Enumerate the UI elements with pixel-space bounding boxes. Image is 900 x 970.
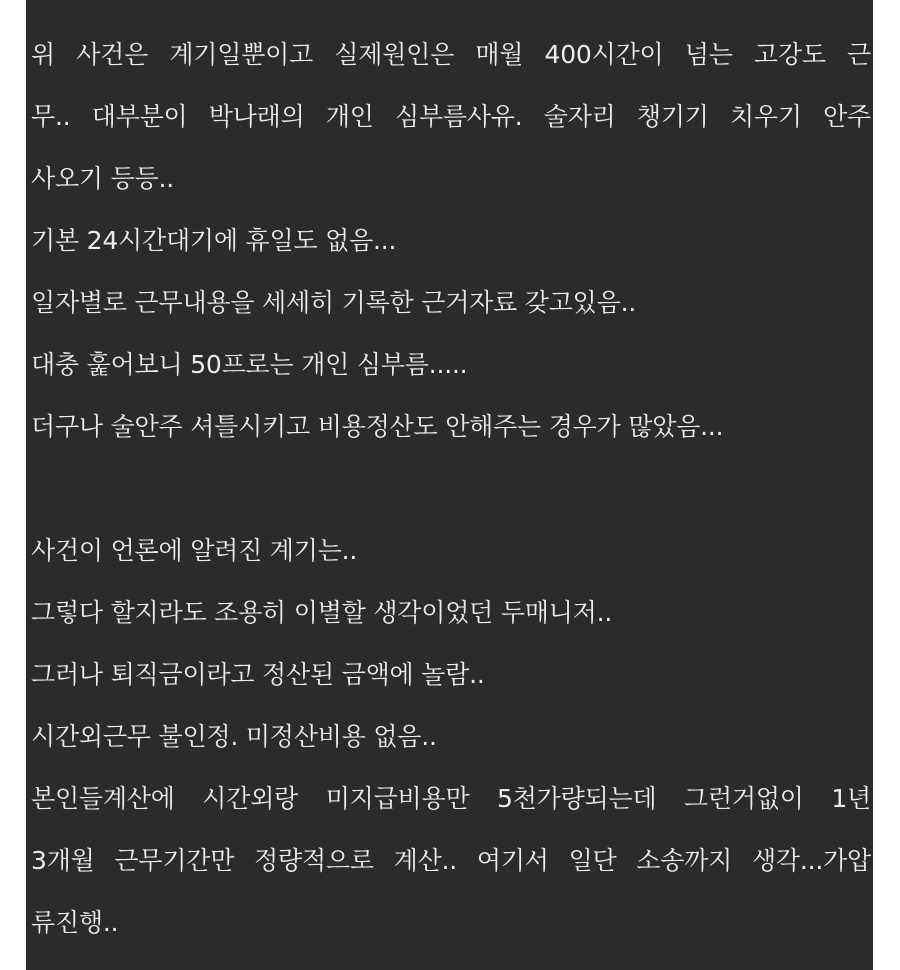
post-line: 사오기 등등.. (31, 164, 174, 193)
post-body (31, 24, 871, 954)
post-line: 류진행.. (31, 908, 119, 937)
post-line: 본인들계산에 시간외랑 미지급비용만 5천가량되는데 그런거없이 1년 (31, 784, 871, 813)
post-line: 그러나 퇴직금이라고 정산된 금액에 놀람.. (31, 660, 485, 689)
post-panel (26, 0, 873, 970)
post-line: 무.. 대부분이 박나래의 개인 심부름사유. 술자리 챙기기 치우기 안주 (31, 102, 871, 131)
post-line: 기본 24시간대기에 휴일도 없음... (31, 226, 397, 255)
post-line: 위 사건은 계기일뿐이고 실제원인은 매월 400시간이 넘는 고강도 근 (31, 40, 871, 69)
blank-line (31, 458, 871, 520)
post-line: 더구나 술안주 셔틀시키고 비용정산도 안해주는 경우가 많았음... (31, 412, 724, 441)
post-line: 그렇다 할지라도 조용히 이별할 생각이었던 두매니저.. (31, 598, 613, 627)
post-line: 3개월 근무기간만 정량적으로 계산.. 여기서 일단 소송까지 생각...가압 (31, 846, 871, 875)
post-line: 일자별로 근무내용을 세세히 기록한 근거자료 갖고있음.. (31, 288, 637, 317)
post-line: 대충 훑어보니 50프로는 개인 심부름..... (31, 350, 468, 379)
post-line: 시간외근무 불인정. 미정산비용 없음.. (31, 722, 437, 751)
post-line: 사건이 언론에 알려진 계기는.. (31, 536, 358, 565)
